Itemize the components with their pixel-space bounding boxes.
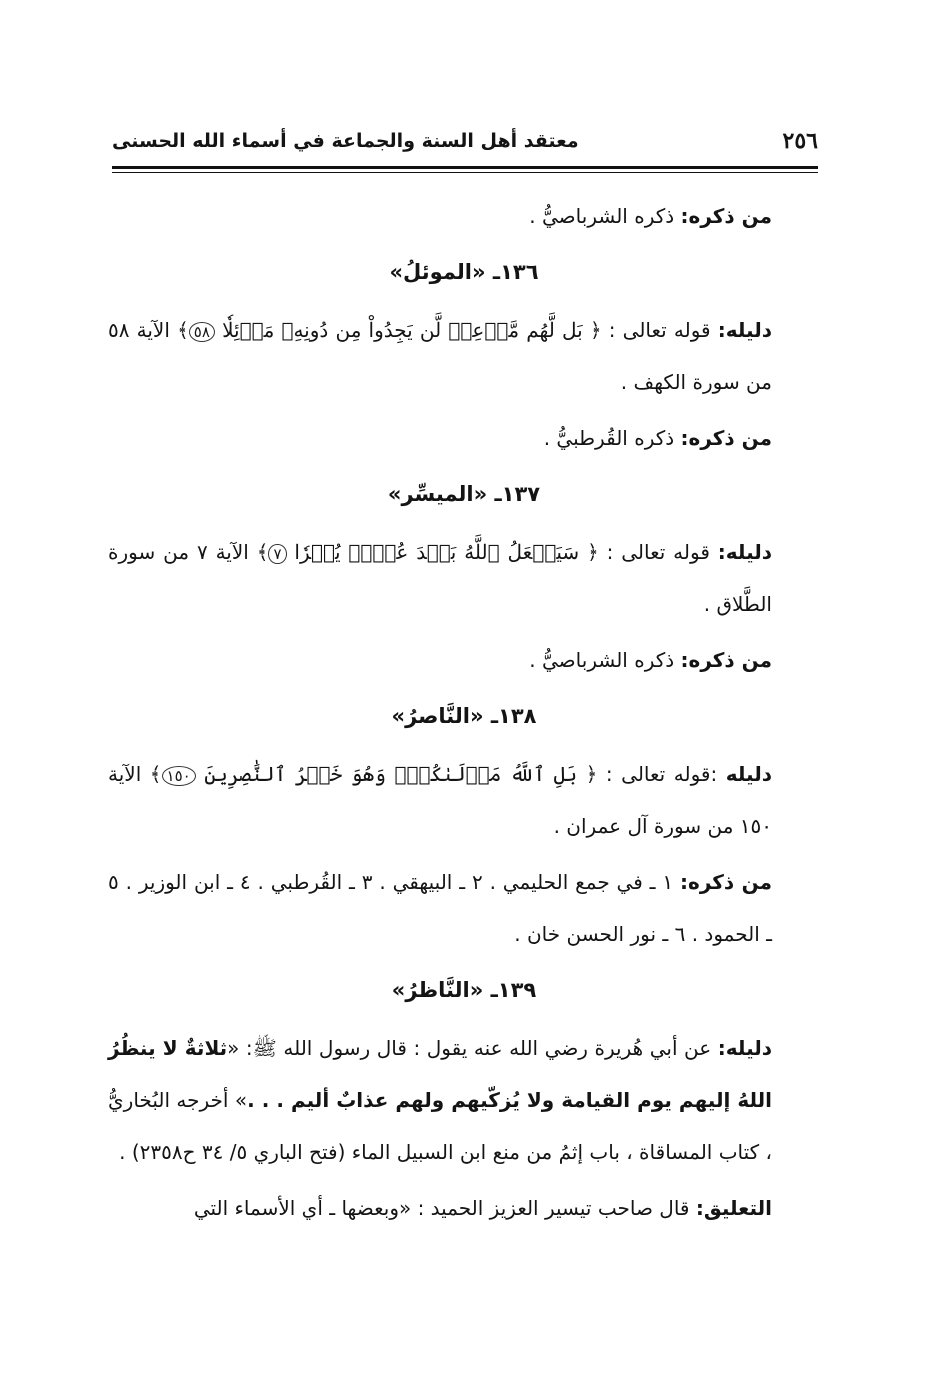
ayah-number-marker: ٥٨	[189, 322, 215, 342]
mentioned-by-label: من ذكره:	[680, 870, 773, 894]
entry-heading-139: ١٣٩ـ «النَّاظرُ»	[391, 978, 537, 1002]
quran-open-bracket: ﴿	[589, 318, 602, 342]
ayah-number-marker: ٧	[268, 544, 286, 564]
evidence-paragraph-137	[108, 526, 820, 630]
mentioned-by-text: ذكره الشرباصيُّ .	[529, 204, 681, 228]
entry-heading-138: ١٣٨ـ «النَّاصرُ»	[391, 704, 537, 728]
commentary-paragraph	[108, 1182, 820, 1234]
quran-open-bracket: ﴿	[587, 540, 599, 564]
mentioned-by-paragraph-137	[108, 634, 820, 686]
evidence-intro: :قوله تعالى :	[597, 762, 726, 786]
hadith-text: ثلاثةٌ لا ينظُرُ اللهُ إليهم يوم القيامة ولا يُزكّيهم ولهم عذابٌ أليم . . .	[108, 1036, 772, 1112]
verse-reference: الآية ١٥٠ من سورة آل عمران .	[108, 762, 772, 838]
evidence-label: دليله:	[717, 318, 772, 342]
page-body	[108, 190, 820, 1234]
commentary-text: قال صاحب تيسير العزيز الحميد : «وبعضها ـ أي الأسماء التي	[193, 1196, 696, 1220]
evidence-paragraph-138	[108, 748, 820, 852]
header-rule-thin	[112, 172, 818, 173]
evidence-intro: قوله تعالى :	[601, 318, 718, 342]
verse-reference: الآية ٥٨ من سورة الكهف .	[108, 318, 772, 394]
mentioned-by-text: ذكره القُرطبيُّ .	[543, 426, 681, 450]
page-number: ٢٥٦	[782, 128, 818, 154]
mentioned-by-label: من ذكره:	[680, 204, 772, 228]
quran-close-bracket: ﴾	[256, 540, 269, 564]
running-header	[112, 126, 818, 160]
entry-heading-137: ١٣٧ـ «الميسِّر»	[387, 482, 541, 506]
quran-verse: بَل لَّهُم مَّوۡعِدٞ لَّن يَجِدُواْ مِن دُونِهِۦ مَوۡئِلٗا	[214, 318, 590, 342]
quran-verse: بَلِ ٱللَّهُ مَوۡلَىٰكُمۡۖ وَهُوَ خَيۡرُ ٱلنَّٰصِرِينَ	[195, 762, 586, 786]
mentioned-by-paragraph-138	[108, 856, 820, 960]
evidence-intro: قوله تعالى :	[598, 540, 718, 564]
header-rule-thick	[112, 166, 818, 169]
entry-heading-136: ١٣٦ـ «الموئلُ»	[389, 260, 539, 284]
mentioned-by-paragraph	[108, 190, 820, 242]
quran-close-bracket: ﴾	[177, 318, 189, 342]
commentary-label: التعليق:	[695, 1196, 772, 1220]
evidence-paragraph-136	[108, 304, 820, 408]
verse-reference: الآية ٧ من سورة الطَّلاق .	[108, 540, 772, 616]
book-title: معتقد أهل السنة والجماعة في أسماء الله الحسنى	[112, 130, 579, 152]
mentioned-by-paragraph-136	[108, 412, 820, 464]
quran-verse: سَيَجۡعَلُ ٱللَّهُ بَعۡدَ عُسۡرٖ يُسۡرٗا	[286, 540, 587, 564]
ayah-number-marker: ١٥٠	[162, 766, 196, 786]
mentioned-by-text: ١ ـ في جمع الحليمي . ٢ ـ البيهقي . ٣ ـ القُرطبي . ٤ ـ ابن الوزير . ٥ ـ الحمود . ٦ ـ نور الحسن خان .	[108, 870, 772, 946]
evidence-label: دليله	[725, 762, 772, 786]
hadith-source: » أخرجه البُخاريُّ ، كتاب المساقاة ، باب إثمُ من منع ابن السبيل الماء (فتح الباري ٥/ ٣٤ ح٢٣٥٨) .	[108, 1088, 772, 1164]
evidence-label: دليله:	[717, 540, 773, 564]
evidence-paragraph-139	[108, 1022, 820, 1178]
quran-open-bracket: ﴿	[585, 762, 598, 786]
mentioned-by-text: ذكره الشرباصيُّ .	[529, 648, 681, 672]
mentioned-by-label: من ذكره:	[680, 426, 772, 450]
quran-close-bracket: ﴾	[149, 762, 162, 786]
mentioned-by-label: من ذكره:	[680, 648, 772, 672]
evidence-intro: عن أبي هُريرة رضي الله عنه يقول : قال رسول الله ﷺ: «	[227, 1036, 718, 1060]
evidence-label: دليله:	[717, 1036, 773, 1060]
